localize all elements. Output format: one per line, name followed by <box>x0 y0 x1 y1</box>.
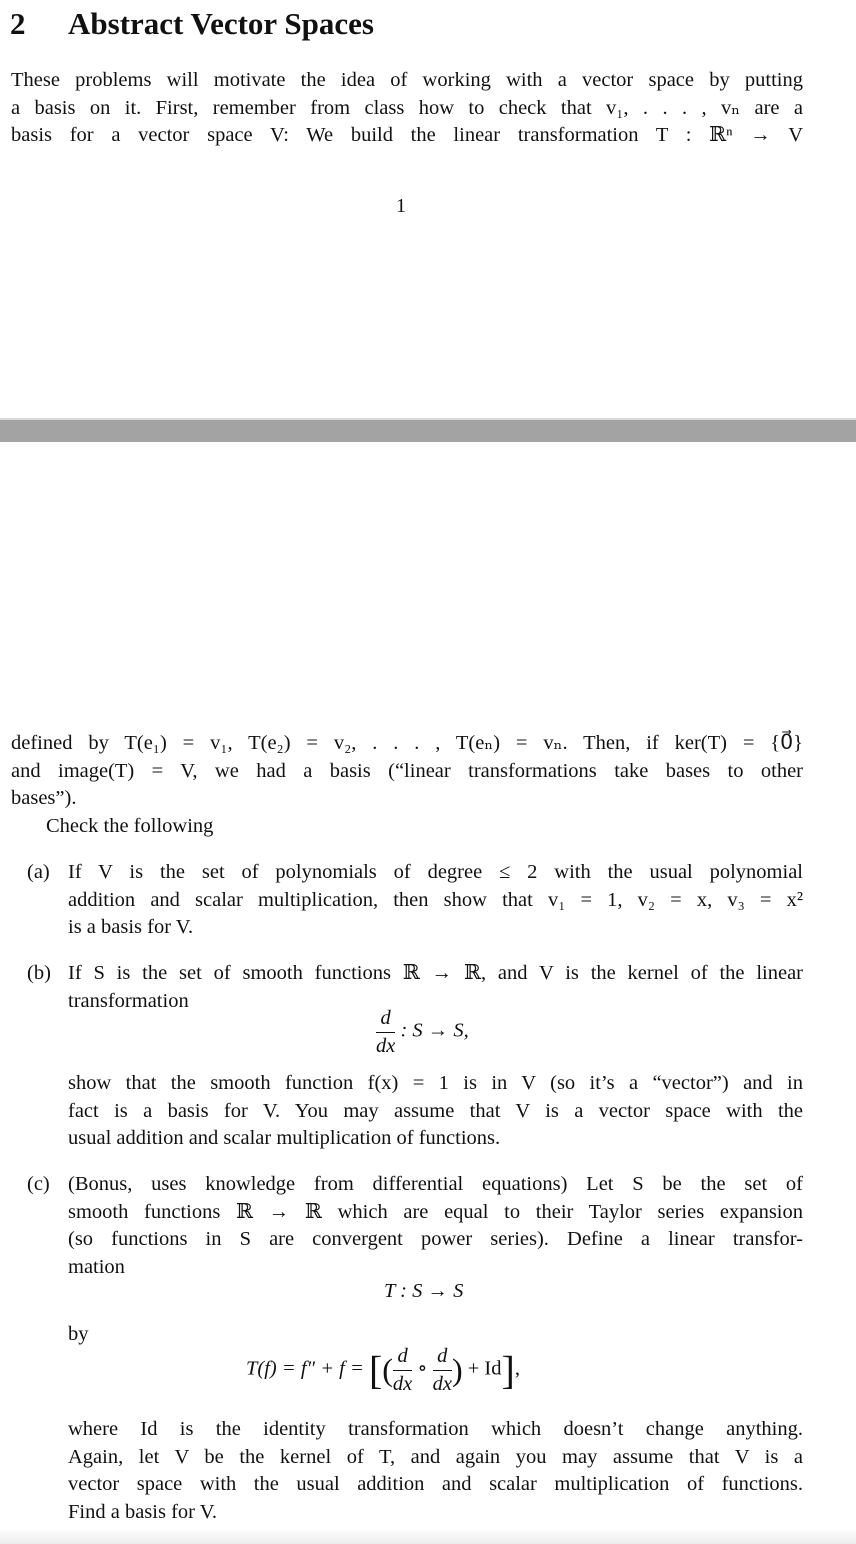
problem-c-line-4: mation <box>68 1255 125 1278</box>
problem-b-label: (b) <box>27 962 51 984</box>
problem-c-line-3: (so functions in S are convergent power series). Define a linear transfor- <box>68 1228 803 1250</box>
second-d: d <box>433 1346 452 1371</box>
problem-b-line-5: usual addition and scalar multiplication of functions. <box>68 1127 501 1149</box>
problem-b-line-4: fact is a basis for V. You may assume that V is a vector space with the <box>68 1099 803 1122</box>
problem-a-line-2: addition and scalar multiplication, then show that v₁ = 1, v₂ = x, v₃ = x² <box>68 888 803 911</box>
continued-paragraph <box>11 730 803 840</box>
problem-a-label: (a) <box>27 861 50 883</box>
first-dx: dx <box>392 1372 413 1395</box>
check-following: Check the following <box>46 814 214 837</box>
problem-c-by: by <box>68 1323 89 1345</box>
problem-b-line-3: show that the smooth function f(x) = 1 is in V (so it’s a “vector”) and in <box>68 1072 803 1094</box>
problem-c-line-6: Again, let V be the kernel of T, and again you may assume that V is a <box>68 1445 803 1468</box>
ddx-mapping: : S → S, <box>400 1019 469 1042</box>
section-title: Abstract Vector Spaces <box>68 6 374 41</box>
problem-c-line-2: smooth functions ℝ → ℝ which are equal to their Taylor series expansion <box>68 1200 803 1223</box>
problem-c-line-1: (Bonus, uses knowledge from differential equations) Let S be the set of <box>68 1173 803 1195</box>
problem-c-line-8: Find a basis for V. <box>68 1500 218 1523</box>
first-d: d <box>393 1346 412 1371</box>
problem-c-continued <box>27 1416 803 1528</box>
problem-c-line-7: vector space with the usual addition and scalar multiplication of functions. <box>68 1473 803 1495</box>
operator-definition: T(f) = f″ + f = <box>246 1357 364 1380</box>
compose-symbol: ∘ <box>417 1357 428 1380</box>
intro-line-2: a basis on it. First, remember from class how to check that v₁, . . . , vₙ are a <box>11 96 803 119</box>
problem-a-line-3: is a basis for V. <box>68 916 194 938</box>
problem-c <box>27 1171 803 1283</box>
page-divider <box>0 418 856 442</box>
identity-term: + Id <box>467 1357 502 1380</box>
problem-b-display-equation <box>376 1008 469 1056</box>
section-heading <box>10 6 374 42</box>
intro-line-1: These problems will motivate the idea of working with a vector space by putting <box>11 69 803 91</box>
ddx-denominator: dx <box>376 1034 396 1057</box>
problem-a-line-1: If V is the set of polynomials of degree ≤ 2 with the usual polynomial <box>68 861 803 883</box>
section-number: 2 <box>10 6 26 41</box>
problem-c-display-2: T(f) = f″ + f = [( $\frac{d}{dx}$ ∘ $\frac{d}{dx}$ ) + Id], <box>246 1345 520 1395</box>
ddx-numerator: d <box>376 1008 395 1033</box>
intro-line-3: basis for a vector space V: We build the linear transformation T : ℝⁿ → V <box>11 124 803 146</box>
problem-b-line-2: transformation <box>68 989 189 1012</box>
continued-line-3: bases”). <box>11 787 77 809</box>
bottom-edge <box>0 1528 856 1544</box>
problem-a <box>27 859 803 944</box>
intro-paragraph <box>11 67 803 150</box>
continued-line-1: defined by T(e₁) = v₁, T(e₂) = v₂, . . . , T(eₙ) = vₙ. Then, if ker(T) = {0⃗} <box>11 732 803 754</box>
problem-c-display-1: T : S → S <box>384 1280 464 1302</box>
continued-line-2: and image(T) = V, we had a basis (“linear transformations take bases to other <box>11 759 803 782</box>
problem-c-label: (c) <box>27 1173 50 1195</box>
problem-c-line-5: where Id is the identity transformation which doesn’t change anything. <box>68 1418 803 1440</box>
second-dx: dx <box>432 1372 452 1395</box>
page-number: 1 <box>396 195 406 217</box>
problem-b-line-1: If S is the set of smooth functions ℝ → ℝ, and V is the kernel of the linear <box>68 962 803 984</box>
problem-b-continued <box>27 1070 803 1155</box>
